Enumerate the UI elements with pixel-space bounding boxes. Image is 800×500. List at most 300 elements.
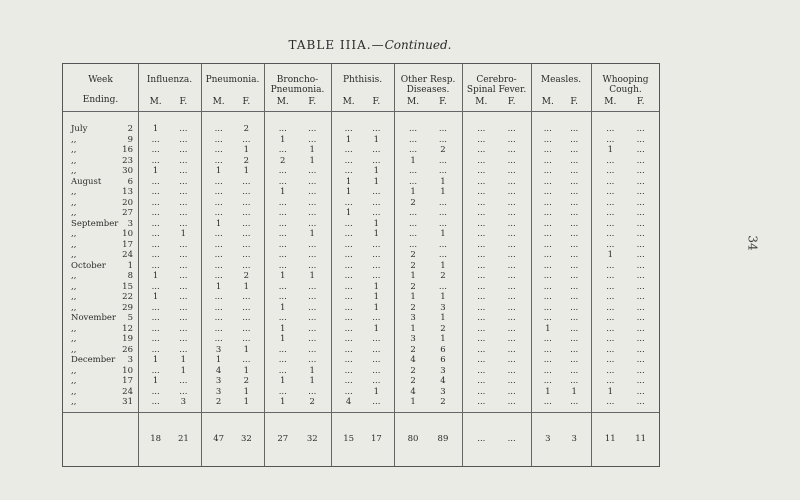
table-cell: ... (372, 313, 381, 323)
table-cell: ... (151, 365, 160, 376)
table-cell: ... (636, 292, 645, 302)
table-cell: ... (278, 229, 287, 239)
table-cell: ... (278, 386, 287, 397)
table-cell: ... (278, 208, 287, 218)
table-cell: ... (570, 155, 579, 166)
week-ending-cell (71, 355, 135, 366)
table-cell: ... (636, 323, 645, 334)
table-cell: 1 (410, 397, 416, 407)
table-cell: ... (543, 376, 552, 386)
table-cell: ... (308, 239, 317, 250)
table-cell: ... (507, 239, 516, 250)
total-cell: 47 (213, 434, 225, 444)
table-cell: 1 (280, 397, 286, 407)
table-cell: ... (507, 166, 516, 176)
table-cell: 1 (440, 334, 446, 344)
week-ending-cell (71, 397, 135, 408)
week-month: ,, (71, 134, 77, 145)
column-divider (394, 64, 395, 466)
table-cell: ... (507, 365, 516, 376)
week-day: 1 (127, 260, 133, 271)
table-cell: 1 (215, 218, 222, 229)
table-cell: 1 (440, 229, 446, 239)
table-cell: ... (278, 166, 287, 176)
table-cell: ... (477, 145, 486, 155)
table-cell: ... (278, 218, 287, 229)
table-cell: ... (438, 239, 447, 250)
total-cell: ... (477, 434, 486, 444)
table-cell: ... (278, 124, 287, 134)
week-day: 12 (122, 323, 133, 334)
table-cell: 4 (410, 355, 416, 365)
week-ending-cell (71, 261, 135, 272)
table-cell: ... (477, 302, 486, 313)
table-cell: ... (372, 334, 381, 344)
table-cell: 1 (280, 302, 286, 313)
table-cell: ... (438, 155, 447, 166)
table-cell: ... (344, 166, 353, 176)
table-cell: ... (543, 281, 552, 292)
table-cell: ... (372, 208, 381, 218)
table-cell: ... (438, 134, 447, 145)
column-divider (201, 64, 202, 466)
table-cell: ... (606, 166, 615, 176)
table-cell: 1 (243, 397, 250, 407)
table-cell: ... (372, 376, 381, 386)
table-cell: ... (570, 166, 579, 176)
table-cell: ... (179, 323, 188, 334)
table-cell: ... (151, 176, 160, 187)
table-cell: ... (507, 124, 516, 134)
table-cell: ... (408, 166, 418, 176)
female-header: F. (570, 97, 579, 107)
table-cell: ... (570, 397, 579, 407)
table-cell: 1 (607, 386, 614, 397)
table-cell: ... (151, 250, 160, 260)
table-title (0, 38, 740, 52)
table-cell: ... (507, 218, 516, 229)
table-cell: ... (477, 292, 486, 302)
table-cell: ... (636, 344, 645, 355)
week-month: ,, (71, 250, 77, 260)
week-month: ,, (71, 271, 77, 281)
table-cell: ... (606, 239, 615, 250)
week-month: ,, (71, 323, 77, 334)
table-cell: ... (151, 239, 160, 250)
table-cell: ... (606, 124, 615, 134)
table-cell: 4 (410, 386, 416, 397)
table-cell: ... (606, 176, 615, 187)
table-cell: ... (308, 208, 317, 218)
table-cell: ... (507, 302, 516, 313)
table-cell: ... (570, 134, 579, 145)
table-cell: ... (636, 124, 645, 134)
table-cell: ... (242, 292, 251, 302)
table-cell: ... (543, 124, 552, 134)
table-cell: ... (543, 334, 552, 344)
table-cell: ... (636, 145, 645, 155)
table-cell: ... (278, 260, 287, 271)
week-ending-cell (71, 334, 135, 345)
table-cell: ... (636, 134, 645, 145)
table-cell: ... (278, 355, 287, 365)
table-cell: ... (372, 187, 381, 197)
table-cell: ... (636, 155, 645, 166)
table-cell: ... (344, 334, 353, 344)
table-cell: 2 (410, 250, 416, 260)
table-cell: ... (214, 260, 223, 271)
week-ending-cell (71, 166, 135, 177)
week-ending-cell (71, 198, 135, 209)
column-divider (591, 64, 592, 466)
table-cell: ... (543, 166, 552, 176)
week-ending-cell (71, 292, 135, 303)
table-cell: ... (151, 134, 160, 145)
table-cell: ... (477, 271, 486, 281)
week-month: ,, (71, 239, 77, 250)
week-month: ,, (71, 281, 77, 292)
table-cell: ... (308, 187, 317, 197)
table-cell: ... (570, 355, 579, 365)
table-cell: 2 (410, 197, 416, 208)
table-cell: 1 (607, 250, 614, 260)
table-cell: ... (477, 124, 486, 134)
group-header: Measles. (540, 75, 582, 85)
table-cell: ... (408, 134, 418, 145)
table-cell: ... (477, 260, 486, 271)
table-cell: ... (606, 281, 615, 292)
week-day: 24 (122, 250, 133, 260)
table-cell: ... (308, 134, 317, 145)
table-cell: ... (543, 197, 552, 208)
week-day: 29 (122, 302, 133, 313)
week-ending-cell (71, 145, 135, 156)
week-ending-cell (71, 366, 135, 377)
table-cell: ... (636, 334, 645, 344)
table-cell: ... (344, 250, 353, 260)
table-cell: 1 (243, 145, 250, 155)
table-cell: ... (278, 145, 287, 155)
totals-divider (63, 412, 659, 413)
table-cell: ... (242, 323, 251, 334)
table-cell: ... (570, 239, 579, 250)
table-cell: ... (438, 281, 447, 292)
table-cell: ... (344, 292, 353, 302)
table-cell: ... (344, 271, 353, 281)
table-cell: ... (636, 302, 645, 313)
table-cell: ... (179, 176, 188, 187)
table-cell: 1 (410, 271, 416, 281)
week-day: 6 (127, 176, 133, 187)
table-cell: ... (636, 313, 645, 323)
table-cell: ... (570, 365, 579, 376)
table-cell: ... (344, 344, 353, 355)
female-header: F. (242, 97, 251, 107)
week-ending-cell (71, 376, 135, 387)
group-header: Influenza. (146, 75, 193, 85)
table-cell: ... (570, 208, 579, 218)
table-cell: ... (179, 166, 188, 176)
table-cell: ... (308, 302, 317, 313)
table-cell: ... (543, 218, 552, 229)
table-cell: ... (636, 376, 645, 386)
table-cell: ... (606, 134, 615, 145)
table-cell: ... (214, 292, 223, 302)
total-cell: 17 (370, 434, 382, 444)
table-cell: ... (408, 229, 418, 239)
table-cell: 1 (373, 323, 380, 334)
table-cell: ... (344, 365, 353, 376)
table-cell: ... (477, 397, 486, 407)
table-cell: ... (606, 355, 615, 365)
week-ending-cell (71, 219, 135, 230)
total-cell: 11 (604, 434, 616, 444)
group-header: Other Resp. Diseases. (400, 75, 456, 95)
table-cell: ... (570, 376, 579, 386)
table-cell: 3 (410, 334, 416, 344)
table-cell: ... (372, 155, 381, 166)
table-cell: ... (477, 344, 486, 355)
week-month: ,, (71, 229, 77, 239)
table-cell: ... (308, 197, 317, 208)
table-cell: ... (570, 250, 579, 260)
table-cell: ... (242, 197, 251, 208)
week-ending-cell (71, 135, 135, 146)
table-cell: ... (214, 145, 223, 155)
table-cell: 1 (345, 208, 352, 218)
table-cell: 1 (243, 386, 250, 397)
table-cell: ... (214, 155, 223, 166)
table-cell: 1 (309, 271, 315, 281)
total-cell: 21 (177, 434, 189, 444)
week-month: ,, (71, 197, 77, 208)
table-cell: ... (606, 397, 615, 407)
table-cell: ... (344, 229, 353, 239)
table-cell: 1 (180, 365, 187, 376)
table-cell: ... (507, 292, 516, 302)
header-divider (63, 111, 659, 112)
week-month: ,, (71, 397, 77, 407)
table-cell: ... (636, 250, 645, 260)
total-cell: 11 (635, 434, 647, 444)
week-day: 30 (122, 166, 133, 176)
male-header: M. (276, 97, 289, 107)
table-cell: ... (214, 271, 223, 281)
table-cell: 2 (410, 365, 416, 376)
table-cell: ... (278, 281, 287, 292)
table-cell: ... (570, 124, 579, 134)
table-cell: 1 (440, 292, 446, 302)
table-cell: ... (214, 124, 223, 134)
table-cell: ... (477, 386, 486, 397)
table-cell: ... (214, 229, 223, 239)
data-table (62, 63, 660, 467)
table-cell: ... (570, 323, 579, 334)
table-cell: ... (507, 386, 516, 397)
ending-header: Ending. (82, 95, 119, 105)
table-cell: ... (606, 271, 615, 281)
table-cell: ... (606, 155, 615, 166)
table-cell: ... (507, 134, 516, 145)
week-ending-cell (71, 156, 135, 167)
table-cell: ... (344, 239, 353, 250)
table-cell: 1 (180, 355, 187, 365)
table-cell: ... (636, 229, 645, 239)
week-month: September (71, 218, 119, 229)
table-cell: ... (438, 250, 447, 260)
table-cell: ... (477, 134, 486, 145)
male-header: M. (475, 97, 488, 107)
table-cell: ... (477, 376, 486, 386)
female-header: F. (179, 97, 188, 107)
table-cell: ... (606, 365, 615, 376)
week-day: 22 (122, 292, 133, 302)
table-cell: ... (214, 323, 223, 334)
table-cell: 1 (345, 187, 352, 197)
week-day: 27 (122, 208, 133, 218)
table-cell: ... (543, 397, 552, 407)
table-cell: 1 (215, 355, 222, 365)
table-cell: ... (477, 187, 486, 197)
table-cell: ... (242, 313, 251, 323)
table-cell: ... (636, 218, 645, 229)
week-header: Week (88, 75, 113, 85)
week-day: 20 (122, 197, 133, 208)
column-divider (531, 64, 532, 466)
table-cell: ... (606, 229, 615, 239)
table-cell: ... (570, 292, 579, 302)
table-cell: 1 (309, 145, 315, 155)
table-cell: ... (179, 344, 188, 355)
table-cell: 4 (345, 397, 352, 407)
table-cell: ... (606, 260, 615, 271)
table-cell: ... (372, 124, 381, 134)
table-cell: ... (344, 197, 353, 208)
table-cell: 1 (152, 124, 159, 134)
table-cell: ... (606, 292, 615, 302)
table-cell: ... (278, 197, 287, 208)
table-cell: ... (372, 145, 381, 155)
table-cell: ... (308, 250, 317, 260)
table-cell: ... (606, 313, 615, 323)
table-cell: ... (570, 218, 579, 229)
week-month: ,, (71, 302, 77, 313)
table-cell: ... (438, 166, 447, 176)
table-cell: ... (344, 355, 353, 365)
table-cell: 4 (215, 365, 222, 376)
table-cell: ... (372, 365, 381, 376)
total-cell: 15 (343, 434, 355, 444)
total-cell: 3 (571, 434, 577, 444)
week-month: ,, (71, 155, 77, 166)
table-cell: ... (308, 386, 317, 397)
table-cell: ... (151, 218, 160, 229)
male-header: M. (604, 97, 617, 107)
table-cell: ... (151, 155, 160, 166)
table-cell: ... (636, 239, 645, 250)
table-cell: ... (179, 208, 188, 218)
week-month: December (71, 355, 116, 365)
table-cell: 3 (215, 376, 222, 386)
table-cell: ... (408, 239, 418, 250)
week-day: 19 (122, 334, 133, 344)
female-header: F. (507, 97, 516, 107)
table-cell: ... (179, 334, 188, 344)
table-cell: ... (543, 250, 552, 260)
week-ending-cell (71, 324, 135, 335)
table-cell: ... (507, 197, 516, 208)
table-cell: 1 (309, 155, 315, 166)
table-cell: ... (477, 365, 486, 376)
column-divider (264, 64, 265, 466)
table-cell: ... (507, 376, 516, 386)
table-cell: ... (308, 323, 317, 334)
table-cell: ... (570, 187, 579, 197)
table-cell: ... (151, 323, 160, 334)
table-cell: ... (344, 376, 353, 386)
table-cell: ... (477, 166, 486, 176)
table-cell: ... (606, 187, 615, 197)
table-cell: ... (308, 344, 317, 355)
table-cell: ... (179, 313, 188, 323)
table-cell: ... (606, 218, 615, 229)
table-cell: ... (477, 155, 486, 166)
table-cell: ... (543, 155, 552, 166)
table-cell: ... (507, 176, 516, 187)
table-cell: 1 (373, 302, 380, 313)
table-cell: 1 (410, 155, 416, 166)
table-cell: ... (308, 218, 317, 229)
table-cell: ... (344, 218, 353, 229)
table-cell: ... (438, 208, 447, 218)
table-cell: ... (179, 218, 188, 229)
table-cell: ... (606, 376, 615, 386)
week-day: 13 (122, 187, 133, 197)
table-cell: 1 (243, 344, 250, 355)
table-cell: 2 (309, 397, 315, 407)
table-cell: 1 (152, 166, 159, 176)
table-cell: 1 (373, 166, 380, 176)
table-cell: 2 (410, 376, 416, 386)
table-cell: ... (606, 334, 615, 344)
table-cell: ... (408, 176, 418, 187)
table-cell: ... (477, 334, 486, 344)
table-cell: ... (344, 155, 353, 166)
table-cell: ... (570, 302, 579, 313)
table-cell: ... (242, 229, 251, 239)
table-cell: ... (636, 208, 645, 218)
table-cell: ... (151, 313, 160, 323)
table-cell: ... (179, 145, 188, 155)
table-cell: ... (507, 229, 516, 239)
female-header: F. (439, 97, 447, 107)
week-ending-cell (71, 177, 135, 188)
week-ending-cell (71, 387, 135, 398)
table-cell: ... (344, 302, 353, 313)
table-cell: ... (636, 271, 645, 281)
table-cell: ... (507, 155, 516, 166)
table-cell: ... (438, 197, 447, 208)
group-header: Pneumonia. (205, 75, 260, 85)
table-cell: ... (477, 313, 486, 323)
female-header: F. (308, 97, 317, 107)
table-cell: ... (570, 145, 579, 155)
table-cell: ... (477, 239, 486, 250)
table-cell: ... (308, 176, 317, 187)
table-cell: 1 (309, 365, 315, 376)
table-cell: 3 (440, 386, 446, 397)
table-cell: ... (151, 281, 160, 292)
